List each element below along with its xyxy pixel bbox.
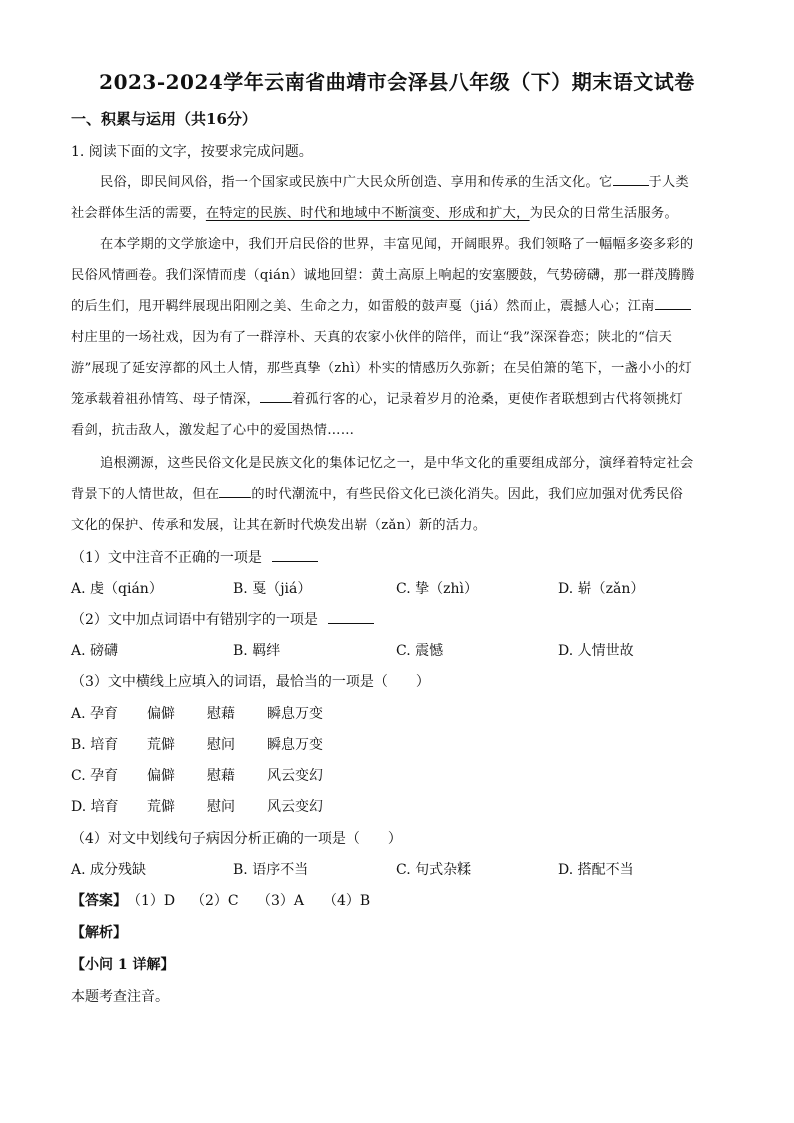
option-c: C. 震憾 [396,643,444,659]
answer-blank [272,548,318,562]
section-heading: 一、积累与运用（共16分） [71,110,257,128]
option-a: A. 虔（qián） [71,581,163,597]
question-stem: （1）文中注音不正确的一项是 [71,550,262,566]
passage-text: 为民众的日常生活服务。 [529,206,678,221]
answer-blank [328,610,374,624]
question-1-prompt: 1. 阅读下面的文字，按要求完成问题。 [71,144,313,160]
option-d: D. 搭配不当 [558,862,634,878]
answer-item: （3）A [257,893,305,909]
underlined-sentence: 在特定的民族、时代和地域中不断演变、形成和扩大， [205,206,530,221]
analysis-tag: 【解析】 [71,925,127,941]
option-word: C. 孕育 [71,768,119,784]
passage-p1-line1 [100,171,689,190]
passage-p3-line3: 文化的保护、传承和发展，让其在新时代焕发出崭（zǎn）新的活力。 [71,518,487,533]
option-row-a [71,703,323,723]
option-word: B. 培育 [71,737,119,753]
option-a: A. 磅礴 [71,643,119,659]
option-c: C. 挚（zhì） [396,581,478,597]
passage-text: 于人类 [648,175,689,190]
passage-p3-line2 [71,483,683,502]
passage-p2-line3 [71,295,691,314]
option-word: 偏僻 [147,768,175,784]
option-d: D. 人情世故 [558,643,634,659]
option-a: A. 成分残缺 [71,862,147,878]
option-b: B. 戛（jiá） [233,581,312,597]
answer-tag: 【答案】 [71,893,127,909]
option-word: 慰问 [207,799,235,815]
option-word: 慰藉 [207,768,235,784]
option-word: 风云变幻 [267,768,323,784]
option-row-d [71,796,323,816]
passage-p1-line2 [71,202,678,221]
option-word: 荒僻 [147,799,175,815]
answer-item: （2）C [191,893,239,909]
answer-line [71,890,370,910]
subquestion-1-stem [71,547,318,567]
subquestion-4-stem: （4）对文中划线句子病因分析正确的一项是（ ） [71,831,402,847]
option-word: 瞬息万变 [267,737,323,753]
passage-text: 的时代潮流中，有些民俗文化已淡化消失。因此，我们应加强对优秀民俗 [251,487,683,502]
page-title: 2023-2024学年云南省曲靖市会泽县八年级（下）期末语文试卷 [99,70,695,94]
passage-text: 背景下的人情世故，但在 [71,487,220,502]
fill-blank-3 [260,389,292,403]
fill-blank-1 [613,172,649,186]
analysis-note: 本题考查注音。 [71,989,169,1005]
subquestion-3-stem: （3）文中横线上应填入的词语，最恰当的一项是（ ） [71,674,430,690]
option-word: 偏僻 [147,706,175,722]
passage-text: 民俗，即民间风俗，指一个国家或民族中广大民众所创造、享用和传承的生活文化。它 [100,175,613,190]
option-word: D. 培育 [71,799,119,815]
option-c: C. 句式杂糅 [396,862,472,878]
option-d: D. 崭（zǎn） [558,581,645,597]
passage-p2-line1: 在本学期的文学旅途中，我们开启民俗的世界，丰富见闻，开阔眼界。我们领略了一幅幅多姿多彩的 [100,237,694,252]
question-stem: （2）文中加点词语中有错别字的一项是 [71,612,318,628]
passage-text: 着孤行客的心，记录着岁月的沧桑，更使作者联想到古代将领挑灯 [291,392,683,407]
passage-p2-line7: 看剑，抗击敌人，激发起了心中的爱国热情…… [71,423,355,438]
option-b: B. 语序不当 [233,862,309,878]
option-row-b [71,734,323,754]
option-b: B. 羁绊 [233,643,281,659]
passage-text: 的后生们，甩开羁绊展现出阳刚之美、生命之力，如雷般的鼓声戛（jiá）然而止，震撼人心；江南 [71,299,655,314]
passage-text: 社会群体生活的需要， [71,206,206,221]
option-word: A. 孕育 [71,706,119,722]
option-row-c [71,765,323,785]
passage-p2-line2: 民俗风情画卷。我们深情而虔（qián）诚地回望：黄土高原上响起的安塞腰鼓，气势磅礴，那一群茂腾腾 [71,268,695,283]
fill-blank-4 [219,484,251,498]
answer-item: （4）B [323,893,371,909]
option-word: 慰藉 [207,706,235,722]
fill-blank-2 [655,296,691,310]
subquestion-2-stem [71,609,374,629]
option-word: 慰问 [207,737,235,753]
passage-p2-line4: 村庄里的一场社戏，因为有了一群淳朴、天真的农家小伙伴的陪伴，而让“我”深深眷恋；陕北的“信天 [71,330,673,345]
answer-item: （1）D [127,893,176,909]
option-word: 瞬息万变 [267,706,323,722]
passage-p3-line1: 追根溯源，这些民俗文化是民族文化的集体记忆之一，是中华文化的重要组成部分，演绎着特定社会 [100,456,694,471]
option-word: 荒僻 [147,737,175,753]
passage-p2-line6 [71,388,683,407]
passage-text: 笼承载着祖孙情笃、母子情深， [71,392,260,407]
option-word: 风云变幻 [267,799,323,815]
detail-heading: 【小问 1 详解】 [71,957,175,973]
passage-p2-line5: 游”展现了延安淳都的风土人情，那些真挚（zhì）朴实的情感历久弥新；在吴伯箫的笔下，一盏小小的灯 [71,361,693,376]
